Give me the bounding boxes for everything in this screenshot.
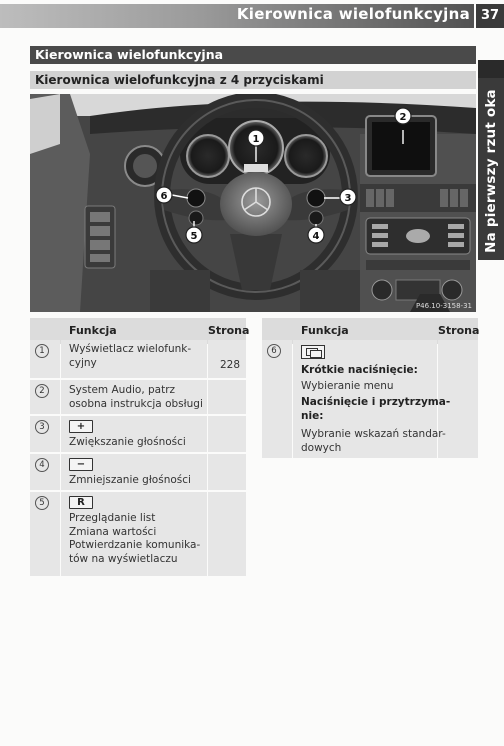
- side-tab-marker: [478, 60, 504, 78]
- row-number: 6: [267, 344, 281, 358]
- function-line: System Audio, patrz: [69, 384, 176, 396]
- side-tab-label: Na pierwszy rzut oka: [483, 89, 499, 253]
- table-row: [30, 380, 246, 414]
- long-press-text: [301, 428, 446, 455]
- chapter-side-tab: [478, 60, 504, 260]
- function-line: Zmniejszanie głośności: [69, 474, 191, 486]
- table-row: [262, 340, 478, 458]
- menu-button-icon: [301, 345, 325, 359]
- left-col-function: Funkcja: [69, 324, 117, 337]
- function-line: Przeglądanie list: [69, 512, 156, 524]
- callout-label-1: 1: [252, 134, 260, 145]
- header-title: Kierownica wielofunkcyjna: [236, 5, 470, 23]
- left-function-table: [30, 318, 250, 576]
- short-press-text: Wybieranie menu: [301, 380, 394, 392]
- function-line: tów na wyświetlaczu: [69, 552, 178, 565]
- function-line: Potwierdzanie komunika-: [69, 539, 201, 551]
- page-cell: [208, 492, 246, 576]
- long-press-text-line: dowych: [301, 441, 342, 454]
- function-line: Zwiększanie głośności: [69, 436, 186, 448]
- function-line: Zmiana wartości: [69, 525, 157, 538]
- function-line: Wyświetlacz wielofunk-: [69, 343, 192, 355]
- table-row: [30, 492, 246, 576]
- page-number: 37: [474, 4, 504, 28]
- row-number-cell: [30, 416, 60, 452]
- steering-wheel-photo: [30, 94, 476, 312]
- side-tab-label-box: [478, 82, 504, 260]
- subsection-title: Kierownica wielofunkcyjna z 4 przyciskami: [30, 71, 476, 89]
- table-row: [30, 340, 246, 378]
- menu-icon-back: [310, 350, 322, 358]
- table-row: [30, 454, 246, 490]
- long-press-label-line: nie:: [301, 409, 324, 422]
- figure-code: P46.10-3158-31: [415, 302, 472, 310]
- callout-label-6: 6: [160, 191, 168, 202]
- function-line: cyjny: [69, 356, 97, 369]
- function-text: [69, 512, 200, 566]
- row-number-cell: [262, 340, 292, 458]
- row-number: 5: [35, 496, 49, 510]
- function-line: osobna instrukcja obsługi: [69, 397, 203, 410]
- volume-up-icon: +: [69, 420, 93, 433]
- row-number-cell: [30, 380, 60, 414]
- page-ref: 228: [219, 359, 240, 371]
- callout-label-2: 2: [399, 112, 407, 123]
- callout-label-4: 4: [312, 231, 320, 242]
- callout-label-3: 3: [344, 193, 352, 204]
- short-press-label: Krótkie naciśnięcie:: [301, 364, 418, 376]
- row-number-cell: [30, 492, 60, 576]
- left-col-page: Strona: [208, 324, 250, 337]
- right-function-table: [262, 318, 478, 458]
- right-col-page: Strona: [438, 324, 480, 337]
- table-row: [30, 416, 246, 452]
- long-press-text-line: Wybranie wskazań standar-: [301, 428, 446, 440]
- long-press-label: [301, 396, 450, 423]
- page-header: [0, 0, 504, 30]
- function-text: [69, 384, 203, 411]
- row-number-cell: [30, 340, 60, 378]
- page-cell: [208, 454, 246, 490]
- right-col-function: Funkcja: [301, 324, 349, 337]
- page-cell: [208, 380, 246, 414]
- callout-label-5: 5: [190, 231, 198, 242]
- row-number: 1: [35, 344, 49, 358]
- long-press-label-line: Naciśnięcie i przytrzyma-: [301, 396, 451, 408]
- row-number: 4: [35, 458, 49, 472]
- row-number-cell: [30, 454, 60, 490]
- reset-button-icon: R: [69, 496, 93, 509]
- page-cell: [208, 416, 246, 452]
- function-text: [69, 343, 191, 370]
- row-number: 3: [35, 420, 49, 434]
- volume-down-icon: −: [69, 458, 93, 471]
- section-title: Kierownica wielofunkcyjna: [30, 46, 476, 64]
- steering-wheel-illustration: [30, 94, 476, 312]
- row-number: 2: [35, 384, 49, 398]
